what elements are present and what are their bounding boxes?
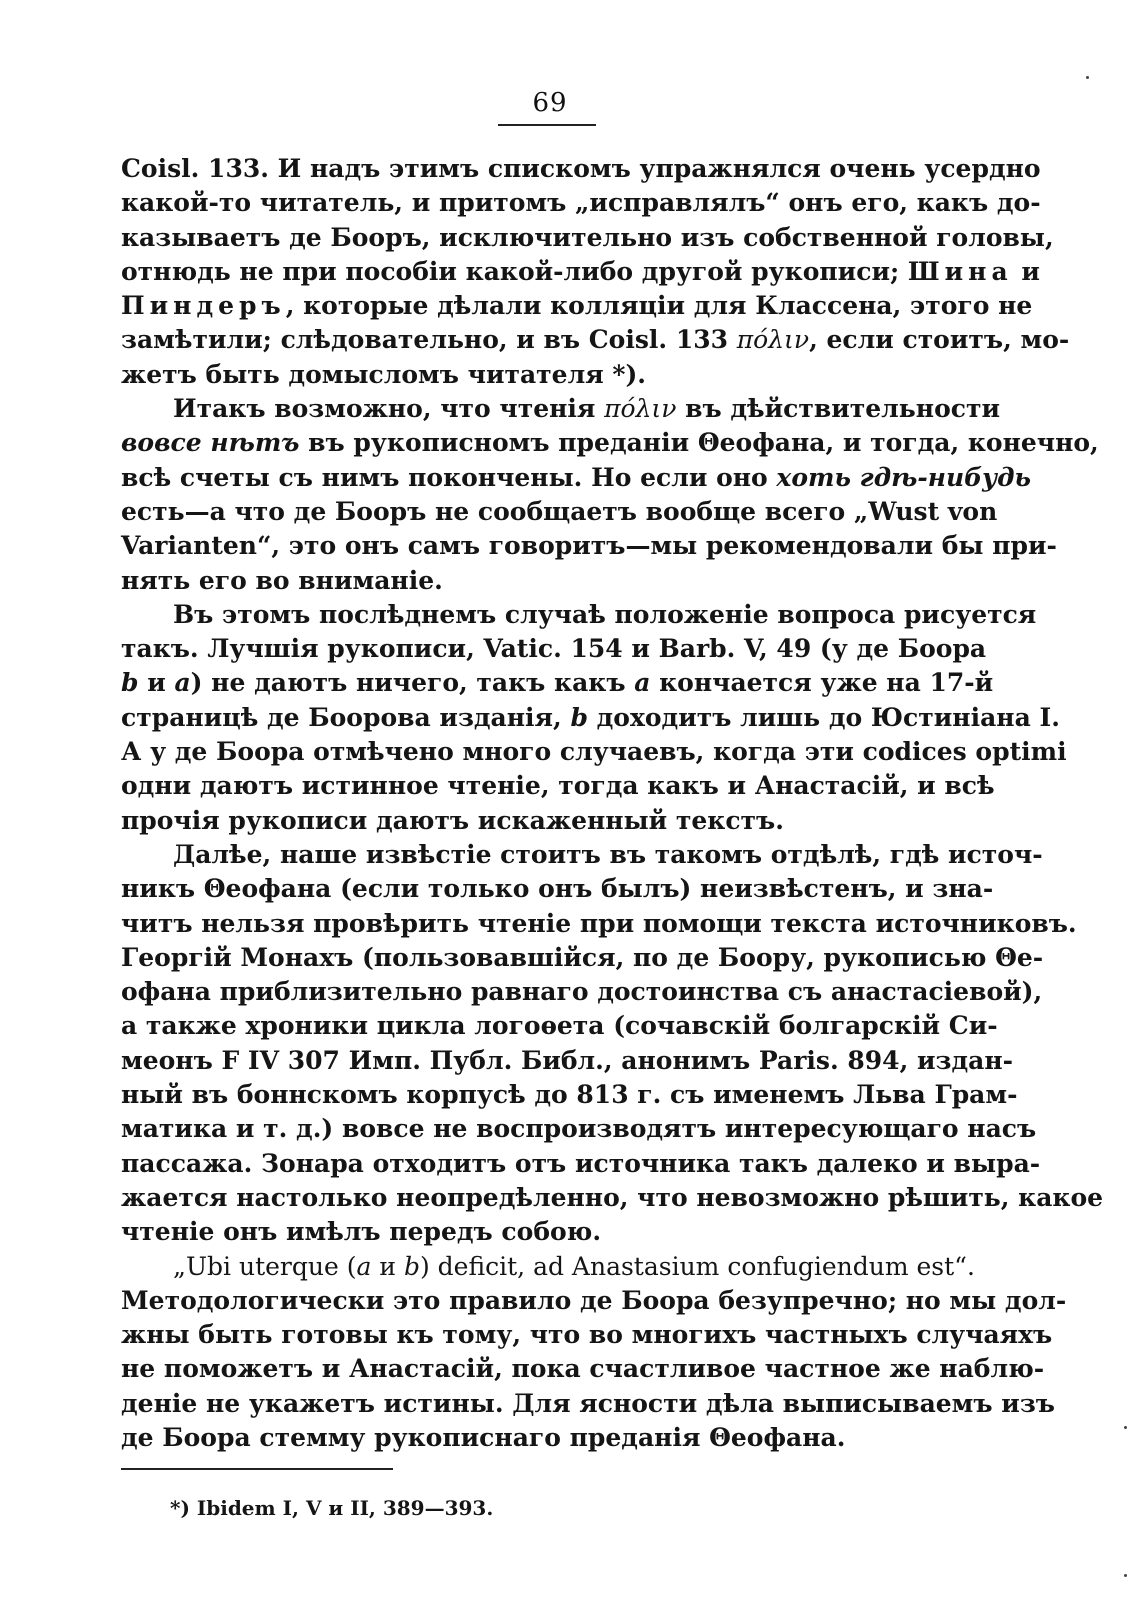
text-line: Итакъ возможно, что чтенія πόλιν въ дѣйствительности xyxy=(173,394,1001,424)
italic-letter: a xyxy=(634,668,651,698)
scan-speck xyxy=(1124,1574,1127,1577)
text-line: замѣтили; слѣдовательно, и въ Coisl. 133 πόλιν, если стоитъ, мо- xyxy=(121,325,1070,355)
text-line: деніе не укажетъ истины. Для ясности дѣла выписываемъ изъ xyxy=(121,1388,1055,1418)
paragraph-5 xyxy=(121,1250,1067,1456)
text-line: Методологически это правило де Боора безупречно; но мы дол- xyxy=(121,1285,1067,1315)
text-line: b и a) не даютъ ничего, такъ какъ a кончается уже на 17-й xyxy=(121,668,994,698)
text-line: одни даютъ истинное чтеніе, тогда какъ и Анастасій, и всѣ xyxy=(121,771,995,801)
text-line: Varianten“, это онъ самъ говоритъ—мы рекомендовали бы при- xyxy=(121,531,1057,561)
text-line: вовсе нѣтъ въ рукописномъ преданіи Θеофана, и тогда, конечно, xyxy=(121,428,1099,458)
scan-speck xyxy=(1124,1426,1127,1429)
text-line: какой-то читатель, и притомъ „исправлялъ“ онъ его, какъ до- xyxy=(121,188,1041,218)
text-line: не поможетъ и Анастасій, пока счастливое частное же наблю- xyxy=(121,1354,1045,1384)
text-line: Coisl. 133. И надъ этимъ спискомъ упражнялся очень усердно xyxy=(121,154,1041,183)
paragraph-3 xyxy=(121,598,1067,838)
text-line: Пиндеръ, которые дѣлали колляціи для Классена, этого не xyxy=(121,291,1033,321)
text-line: есть—а что де Бооръ не сообщаетъ вообще всего „Wust von xyxy=(121,496,998,526)
paragraph-1 xyxy=(121,152,1070,392)
text-line: отнюдь не при пособіи какой-либо другой рукописи; Шина и xyxy=(121,256,1040,286)
text-line: де Боора стемму рукописнаго преданія Θеофана. xyxy=(121,1422,846,1452)
page-number-rule xyxy=(498,124,596,126)
text-line: жны быть готовы къ тому, что во многихъ частныхъ случаяхъ xyxy=(121,1320,1053,1350)
italic-letter: a xyxy=(356,1251,372,1281)
italic-letter: a xyxy=(174,668,191,698)
text-line: А у де Боора отмѣчено много случаевъ, когда эти codices optimi xyxy=(121,737,1067,767)
body-text xyxy=(121,152,1104,1455)
text-line: страницѣ де Боорова изданія, b доходитъ лишь до Юстиніана I. xyxy=(121,702,1060,732)
greek-word: πόλιν xyxy=(604,394,677,424)
text-line: пассажа. Зонара отходитъ отъ источника такъ далеко и выра- xyxy=(121,1148,1041,1178)
paragraph-2 xyxy=(121,392,1099,598)
spaced-name: Пиндеръ xyxy=(121,291,286,321)
text-line: жетъ быть домысломъ читателя *). xyxy=(121,359,646,389)
text-line: нять его во вниманіе. xyxy=(121,565,443,595)
paragraph-4 xyxy=(121,838,1104,1250)
greek-word: πόλιν xyxy=(736,325,810,355)
text-line: Далѣе, наше извѣстіе стоитъ въ такомъ отдѣлѣ, гдѣ источ- xyxy=(173,839,1043,869)
italic-phrase: вовсе нѣтъ xyxy=(121,428,300,458)
text-line: „Ubi uterque (a и b) deficit, ad Anastasium confugiendum est“. xyxy=(173,1251,975,1281)
text-line: прочія рукописи даютъ искаженный текстъ. xyxy=(121,805,784,835)
italic-letter: b xyxy=(403,1251,420,1281)
italic-letter: b xyxy=(570,702,588,732)
text-line: ный въ боннскомъ корпусѣ до 813 г. съ именемъ Льва Грам- xyxy=(121,1080,1018,1110)
italic-phrase: хоть гдѣ-нибудь xyxy=(776,462,1031,492)
text-line: Въ этомъ послѣднемъ случаѣ положеніе вопроса рисуется xyxy=(173,599,1037,629)
text-line: казываетъ де Бооръ, исключительно изъ собственной головы, xyxy=(121,222,1054,252)
text-line: такъ. Лучшія рукописи, Vatic. 154 и Barb. V, 49 (у де Боора xyxy=(121,634,987,664)
spaced-name: Шина xyxy=(907,256,1013,286)
italic-letter: b xyxy=(121,668,139,698)
page-number: 69 xyxy=(532,88,568,118)
scan-speck xyxy=(1086,76,1089,79)
text-line: офана приблизительно равнаго достоинства съ анастасіевой), xyxy=(121,977,1043,1007)
text-line: всѣ счеты съ нимъ покончены. Но если оно хоть гдѣ-нибудь xyxy=(121,462,1031,492)
text-line: меонъ F IV 307 Имп. Публ. Библ., анонимъ Paris. 894, издан- xyxy=(121,1045,1014,1075)
footnote-rule xyxy=(121,1468,393,1470)
text-line: чтеніе онъ имѣлъ передъ собою. xyxy=(121,1217,602,1247)
text-line: жается настолько неопредѣленно, что невозможно рѣшить, какое xyxy=(121,1182,1104,1212)
text-line: Георгій Монахъ (пользовавшійся, по де Боору, рукописью Θе- xyxy=(121,942,1044,972)
text-line: матика и т. д.) вовсе не воспроизводятъ интересующаго насъ xyxy=(121,1114,1037,1144)
text-line: а также хроники цикла логоѳета (сочавскій болгарскій Си- xyxy=(121,1011,998,1041)
footnote: *) Ibidem I, V и II, 389—393. xyxy=(170,1496,494,1520)
text-line: читъ нельзя провѣрить чтеніе при помощи текста источниковъ. xyxy=(121,908,1077,938)
text-line: никъ Θеофана (если только онъ былъ) неизвѣстенъ, и зна- xyxy=(121,874,994,904)
